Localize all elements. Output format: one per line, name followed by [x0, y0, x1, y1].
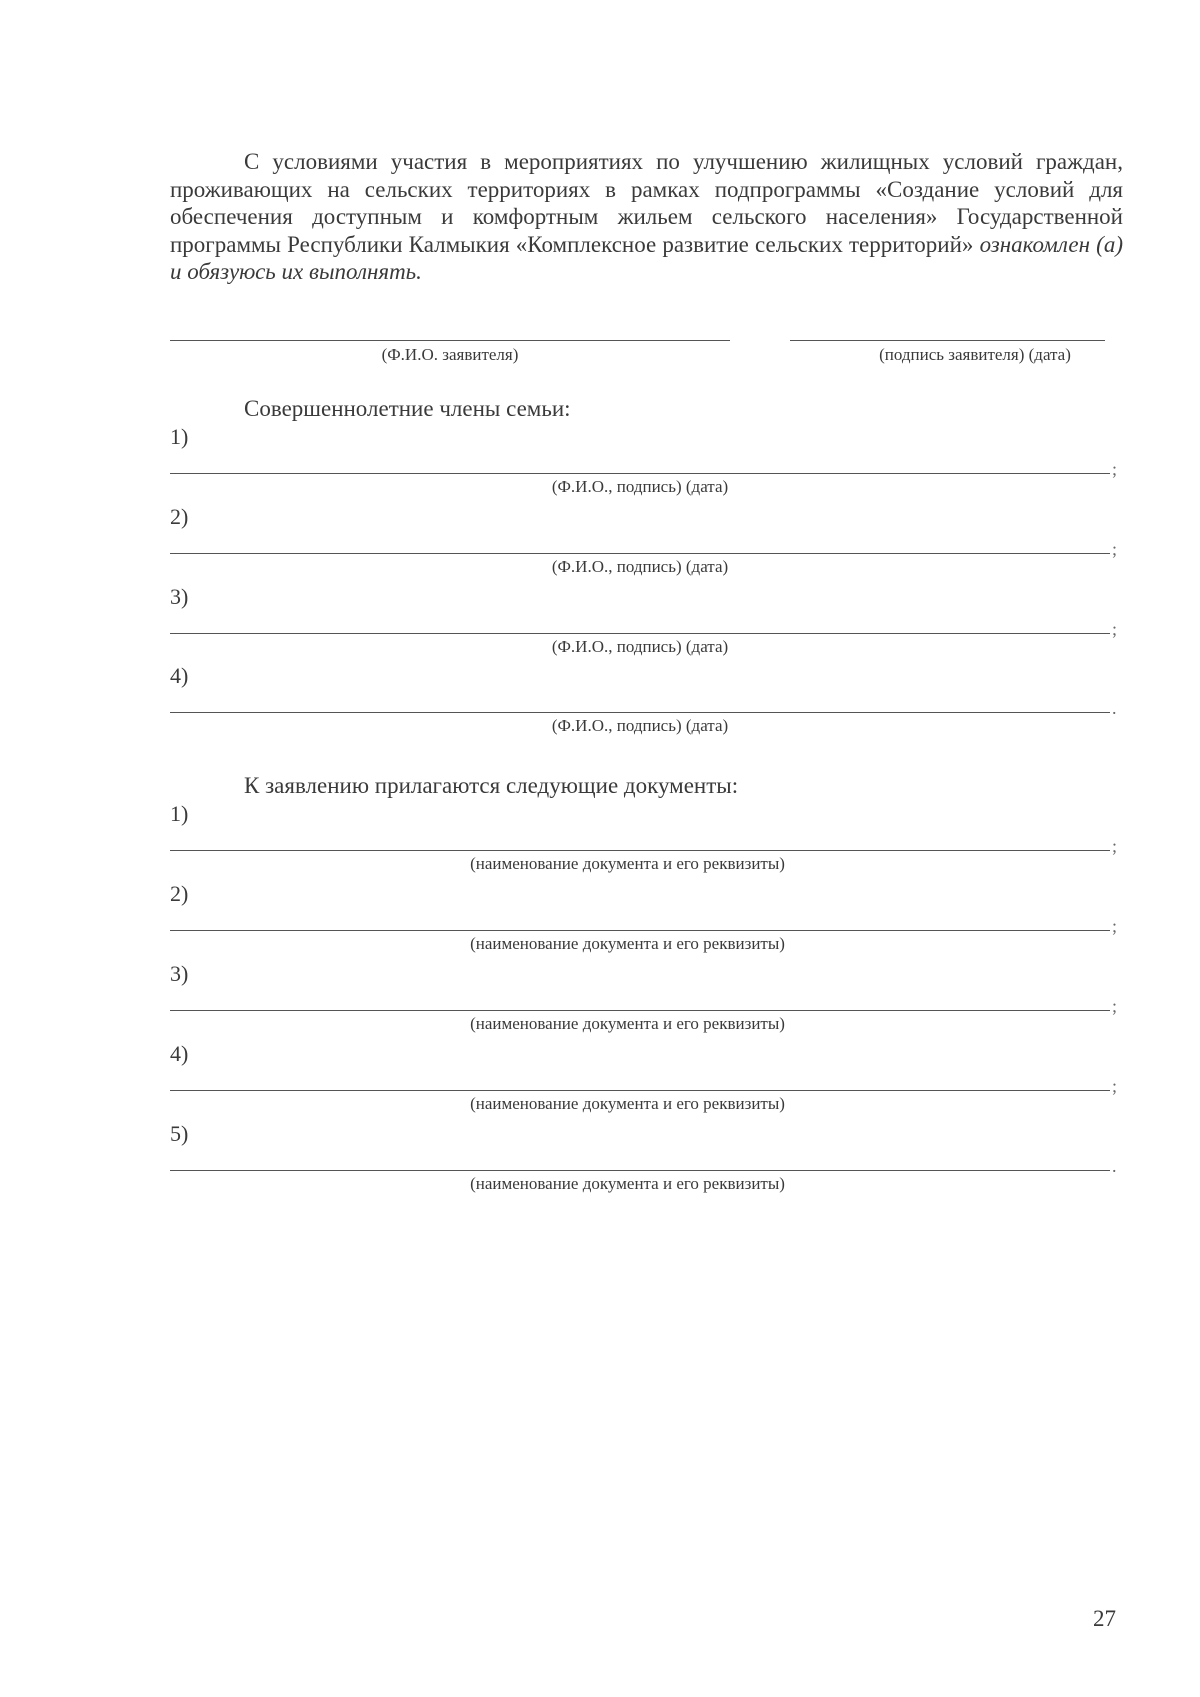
- family-heading: Совершеннолетние члены семьи:: [244, 396, 571, 421]
- family-member-row: [0, 424, 1200, 504]
- family-member-row: [0, 584, 1200, 664]
- intro-paragraph: [170, 148, 1123, 286]
- family-member-line: [170, 633, 1110, 634]
- intro-text: С условиями участия в мероприятиях по улучшению жилищных условий граждан, проживающих на сельских территориях в рамках подпрограммы «Создание условий для обеспечения доступным и комфортным жильем сельского населения» Государственной программы Республики Калмыкия «Комплексное развитие сельских территорий»: [170, 149, 1123, 257]
- family-member-row: [0, 504, 1200, 584]
- family-member-row: [0, 663, 1200, 743]
- document-row: [0, 881, 1200, 961]
- document-line: [170, 1010, 1110, 1011]
- family-member-line: [170, 553, 1110, 554]
- family-member-end: ;: [1112, 539, 1118, 559]
- applicant-signature-caption: (подпись заявителя) (дата): [879, 345, 1071, 364]
- family-member-end: ;: [1112, 619, 1118, 639]
- document-line: [170, 850, 1110, 851]
- document-end: ;: [1112, 836, 1118, 856]
- family-member-number: 1): [170, 424, 189, 449]
- document-number: 2): [170, 881, 189, 906]
- family-member-caption: (Ф.И.О., подпись) (дата): [551, 716, 729, 735]
- document-caption: (наименование документа и его реквизиты): [470, 1094, 785, 1113]
- family-member-caption: (Ф.И.О., подпись) (дата): [551, 637, 729, 656]
- family-member-end: .: [1112, 698, 1117, 718]
- document-row: [0, 801, 1200, 881]
- documents-heading: К заявлению прилагаются следующие документы:: [244, 773, 739, 798]
- intro-italic-text: ознакомлен (а) и обязуюсь их выполнять.: [170, 231, 1123, 284]
- document-number: 5): [170, 1121, 189, 1146]
- document-number: 3): [170, 961, 189, 986]
- family-member-caption: (Ф.И.О., подпись) (дата): [551, 477, 729, 496]
- document-caption: (наименование документа и его реквизиты): [470, 934, 785, 953]
- document-caption: (наименование документа и его реквизиты): [470, 1014, 785, 1033]
- document-line: [170, 1170, 1110, 1171]
- family-member-number: 3): [170, 584, 189, 609]
- family-member-number: 4): [170, 663, 189, 688]
- document-end: .: [1112, 1156, 1117, 1176]
- document-row: [0, 1041, 1200, 1121]
- applicant-name-caption: (Ф.И.О. заявителя): [381, 345, 519, 364]
- applicant-name-line: [170, 340, 730, 341]
- document-line: [170, 930, 1110, 931]
- document-caption: (наименование документа и его реквизиты): [470, 1174, 785, 1193]
- document-caption: (наименование документа и его реквизиты): [470, 854, 785, 873]
- document-end: ;: [1112, 916, 1118, 936]
- document-line: [170, 1090, 1110, 1091]
- family-member-number: 2): [170, 504, 189, 529]
- page-number: 27: [1093, 1606, 1116, 1631]
- applicant-signature-line: [790, 340, 1105, 341]
- document-end: ;: [1112, 1076, 1118, 1096]
- family-member-line: [170, 712, 1110, 713]
- family-member-line: [170, 473, 1110, 474]
- document-end: ;: [1112, 996, 1118, 1016]
- family-member-caption: (Ф.И.О., подпись) (дата): [551, 557, 729, 576]
- family-member-end: ;: [1112, 459, 1118, 479]
- document-number: 4): [170, 1041, 189, 1066]
- document-row: [0, 1121, 1200, 1201]
- document-number: 1): [170, 801, 189, 826]
- document-row: [0, 961, 1200, 1041]
